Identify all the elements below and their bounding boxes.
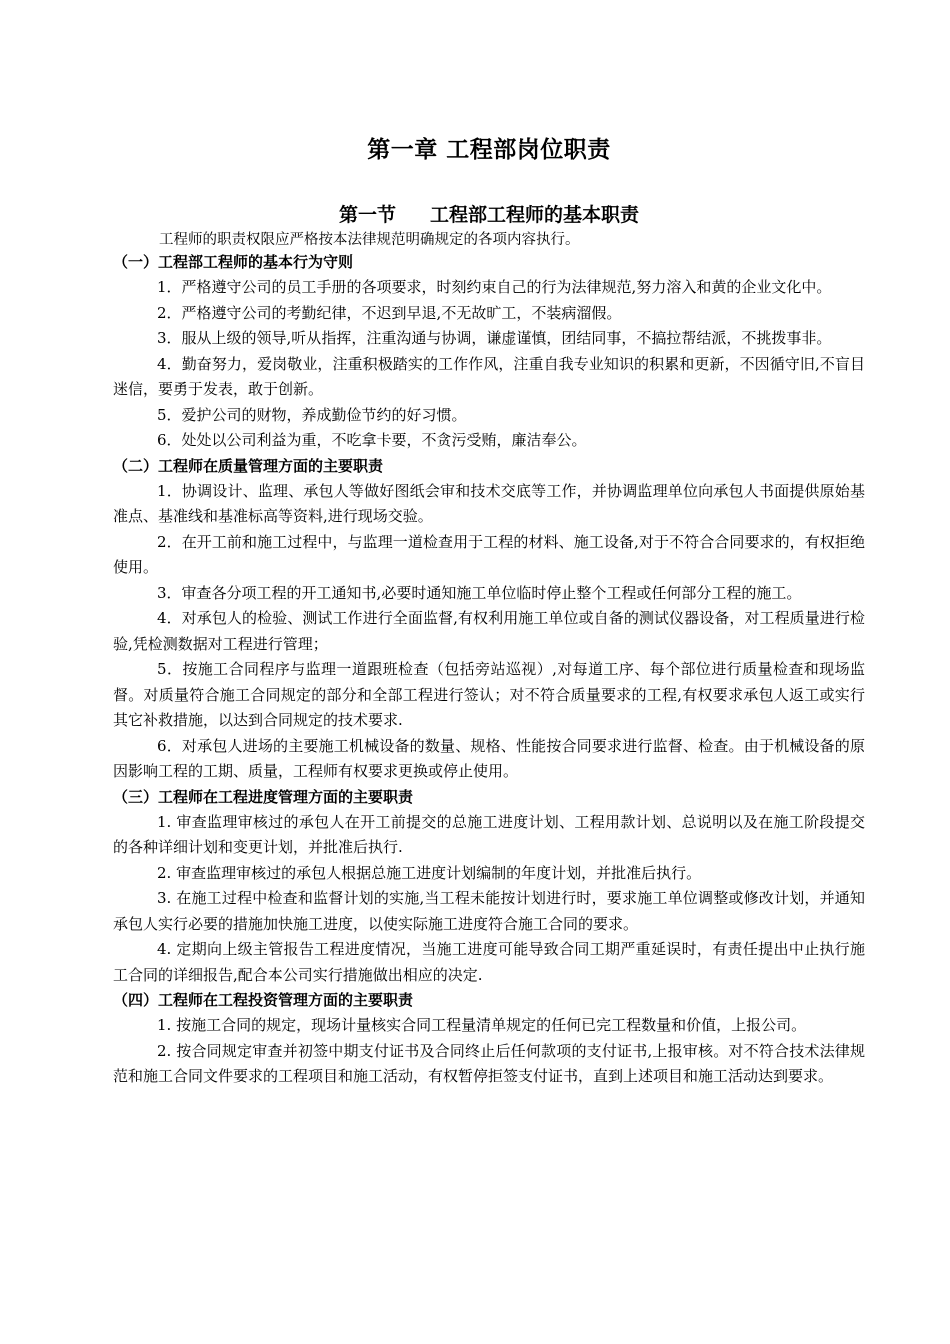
list-item: 5．爱护公司的财物，养成勤俭节约的好习惯。 <box>157 405 467 424</box>
section-number: 第一节 <box>338 204 396 226</box>
list-item: 6．对承包人进场的主要施工机械设备的数量、规格、性能按合同要求进行监督、检查。由于机械设备的原因影响工程的工期、质量，工程师有权要求更换或停止使用。 <box>113 736 865 780</box>
list-item: 2．严格遵守公司的考勤纪律，不迟到早退,不无故旷工，不装病溜假。 <box>157 303 622 322</box>
group-investment-management <box>113 988 865 1090</box>
list-item: 1. 按施工合同的规定，现场计量核实合同工程量清单规定的任何已完工程数量和价值，上报公司。 <box>157 1016 807 1034</box>
group-basic-conduct <box>113 250 865 454</box>
list-item: 1．严格遵守公司的员工手册的各项要求，时刻约束自己的行为法律规范,努力溶入和黄的企业文化中。 <box>157 278 832 296</box>
list-item: 4．对承包人的检验、测试工作进行全面监督,有权利用施工单位或自备的测试仪器设备，对工程质量进行检验,凭检测数据对工程进行管理； <box>113 609 865 653</box>
list-item: 3. 在施工过程中检查和监督计划的实施,当工程未能按计划进行时，要求施工单位调整或修改计划，并通知承包人实行必要的措施加快施工进度，以使实际施工进度符合施工合同的要求。 <box>113 889 865 933</box>
list-item: 4．勤奋努力，爱岗敬业，注重积极踏实的工作作风，注重自我专业知识的积累和更新，不因循守旧,不盲目迷信，要勇于发表，敢于创新。 <box>113 354 865 398</box>
list-item: 6．处处以公司利益为重，不吃拿卡要，不贪污受贿，廉洁奉公。 <box>157 431 587 449</box>
list-item: 4. 定期向上级主管报告工程进度情况，当施工进度可能导致合同工期严重延误时，有责任提出中止执行施工合同的详细报告,配合本公司实行措施做出相应的决定. <box>113 940 865 984</box>
list-item: 5．按施工合同程序与监理一道跟班检查（包括旁站巡视）,对每道工序、每个部位进行质量检查和现场监督。对质量符合施工合同规定的部分和全部工程进行签认；对不符合质量要求的工程,有权要求承包人返工或实行其它补救措施，以达到合同规定的技术要求. <box>113 660 865 729</box>
list-item: 2. 审查监理审核过的承包人根据总施工进度计划编制的年度计划，并批准后执行。 <box>157 863 702 882</box>
group-quality-management <box>113 454 865 785</box>
group-heading: （四）工程师在工程投资管理方面的主要职责 <box>113 991 414 1009</box>
intro-paragraph: 工程师的职责权限应严格按本法律规范明确规定的各项内容执行。 <box>159 232 580 248</box>
chapter-title: 第一章 工程部岗位职责 <box>367 137 611 163</box>
group-heading: （一）工程部工程师的基本行为守则 <box>113 253 354 271</box>
list-item: 3．审查各分项工程的开工通知书,必要时通知施工单位临时停止整个工程或任何部分工程的施工。 <box>157 583 802 602</box>
list-item: 1. 审查监理审核过的承包人在开工前提交的总施工进度计划、工程用款计划、总说明以及在施工阶段提交的各种详细计划和变更计划，并批准后执行. <box>113 812 865 856</box>
group-heading: （二）工程师在质量管理方面的主要职责 <box>113 456 384 475</box>
list-item: 2. 按合同规定审查并初签中期支付证书及合同终止后任何款项的支付证书,上报审核。对不符合技术法律规范和施工合同文件要求的工程项目和施工活动，有权暂停拒签支付证书，直到上述项目和施工活动达到要求。 <box>113 1041 865 1085</box>
group-schedule-management <box>113 785 865 989</box>
list-item: 1．协调设计、监理、承包人等做好图纸会审和技术交底等工作，并协调监理单位向承包人书面提供原始基准点、基准线和基准标高等资料,进行现场交验。 <box>113 481 865 525</box>
section-name: 工程部工程师的基本职责 <box>430 204 640 226</box>
list-item: 2．在开工前和施工过程中，与监理一道检查用于工程的材料、施工设备,对于不符合合同要求的，有权拒绝使用。 <box>113 532 865 576</box>
group-heading: （三）工程师在工程进度管理方面的主要职责 <box>113 787 414 806</box>
document-body <box>113 130 865 1090</box>
section-title <box>113 200 865 230</box>
list-item: 3．服从上级的领导,听从指挥，注重沟通与协调，谦虚谨慎，团结同事，不搞拉帮结派，不挑拨事非。 <box>157 329 832 347</box>
